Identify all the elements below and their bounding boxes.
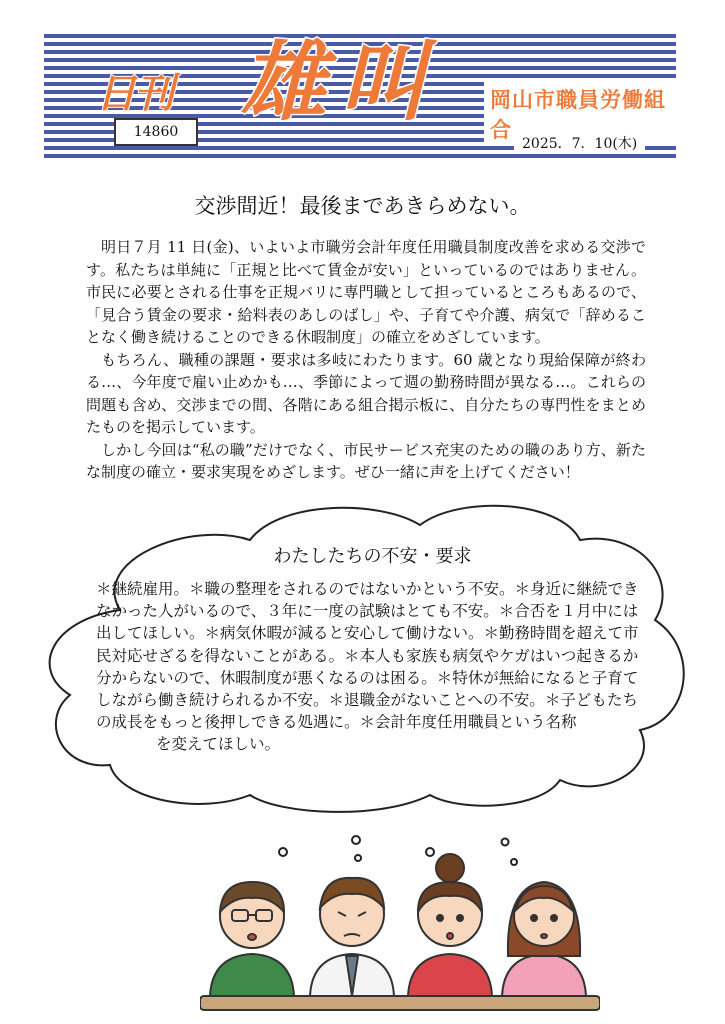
issue-number: 14860 (114, 118, 198, 146)
paragraph: しかし今回は“私の職”だけでなく、市民サービス充実のための職のあり方、新たな制度の確立・要求実現をめざします。ぜひ一緒に声を上げてください！ (86, 440, 646, 481)
cloud-title: わたしたちの不安・要求 (273, 546, 472, 567)
union-name: 岡山市職員労働組合 (484, 82, 676, 146)
paragraph: もちろん、職種の課題・要求は多岐にわたります。60 歳となり現給保障が終わる…、今年度で雇い止めかも…、季節によって週の勤務時間が異なる…。これらの問題も含め、交渉までの間、各階にある組合掲示板に、自分たちの専門性をまとめたものを掲示しています。 (86, 350, 646, 436)
paragraph: 明日７月 11 日(金)、いよいよ市職労会計年度任用職員制度改善を求める交渉です。私たちは単純に「正規と比べて賃金が安い」といっているのではありません。市民に必要とされる仕事を正規バリに専門職として担っているところもあるので、「見合う賃金の要求・給料表のあしのばし」や、子育てや介護、病気で「辞めることなく働き続けることのできる休暇制度」の確立をめざしています。 (86, 238, 646, 346)
cloud-text-main: ＊継続雇用。＊職の整理をされるのではないかという不安。＊身近に継続できなかった人がいるので、３年に一度の試験はとても不安。＊合否を１月中には出してほしい。＊病気休暇が減ると安心して働けない。＊勤務時間を超えて市民対応せざるを得ないことがある。＊本人も家族も病気やケガはいつ起きるか分からないので、休暇制度が悪くなるのは困る。＊特休が無給になると子育てしながら働き続けられるか不安。＊退職金がないことへの不安。＊子どもたちの成長をもっと後押しできる処遇に。＊会計年度任用職員という名称 (96, 580, 639, 732)
cloud-text-last: を変えてほしい。 (156, 735, 281, 754)
person-thinking-icon (502, 882, 586, 996)
people-illustration (200, 846, 600, 1016)
person-bun-icon (408, 854, 492, 996)
person-glasses-icon (210, 882, 294, 996)
headline: 交渉間近！最後まであきらめない。 (194, 194, 531, 218)
masthead-title: 雄叫 (240, 33, 440, 133)
table-icon (200, 996, 600, 1010)
person-worried-icon (310, 878, 394, 996)
cloud-text (96, 578, 641, 756)
masthead-nikkan: 日刊 (96, 71, 172, 117)
issue-date: 2025．7．10(木) (514, 134, 645, 154)
